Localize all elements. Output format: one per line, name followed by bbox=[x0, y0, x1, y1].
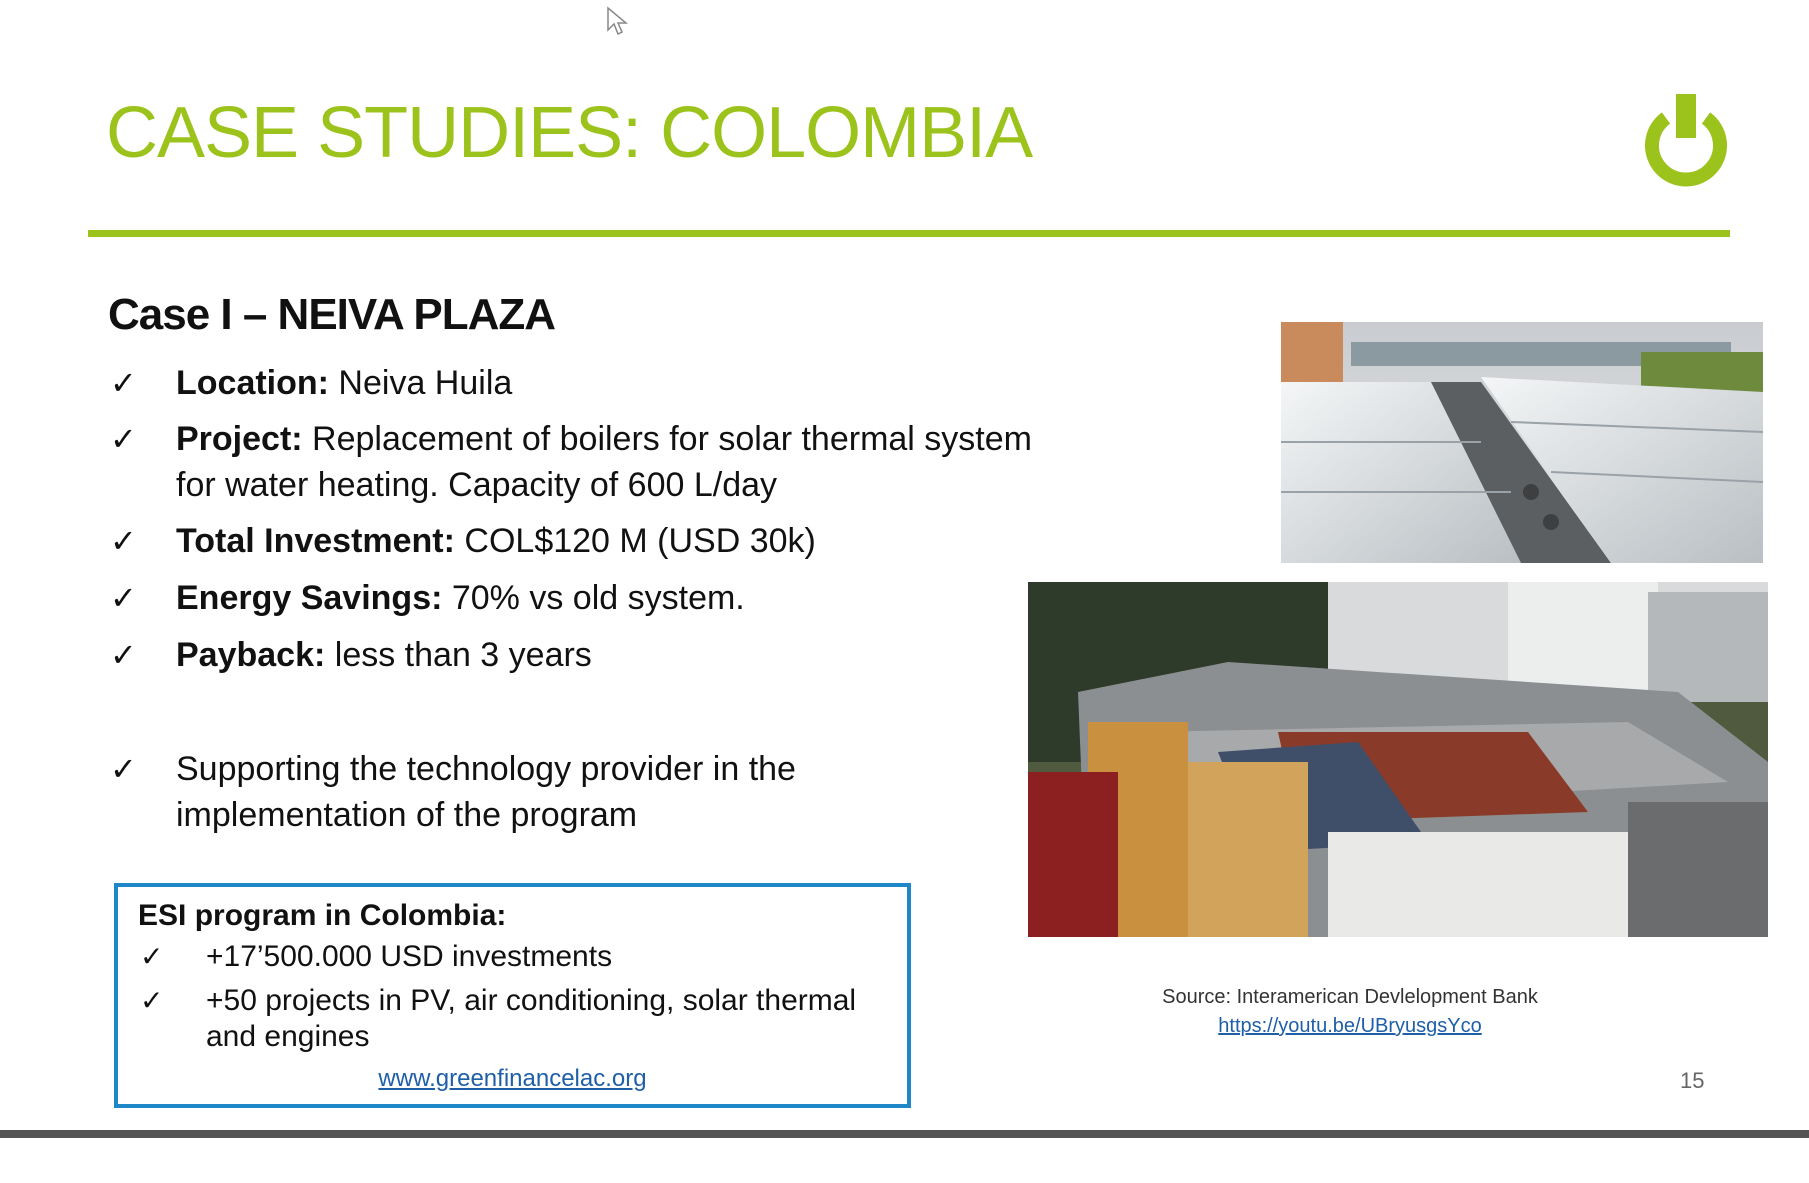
esi-bullet-investments bbox=[140, 939, 880, 975]
power-icon bbox=[1636, 88, 1736, 188]
bullet-text: COL$120 M (USD 30k) bbox=[454, 522, 816, 560]
checkmark-icon: ✓ bbox=[110, 522, 137, 560]
checkmark-icon: ✓ bbox=[110, 579, 137, 617]
checkmark-icon: ✓ bbox=[110, 750, 137, 788]
bullet-location bbox=[110, 360, 512, 406]
slide-title: CASE STUDIES: COLOMBIA bbox=[106, 93, 1033, 173]
bullet-total-investment bbox=[110, 518, 816, 564]
bullet-text: 70% vs old system. bbox=[442, 579, 745, 617]
neiva-plaza-aerial-photo bbox=[1028, 582, 1768, 937]
bullet-project bbox=[110, 416, 1076, 508]
bullet-label: Location: bbox=[176, 364, 329, 402]
bullet-text: Supporting the technology provider in the implementation of the program bbox=[176, 750, 796, 834]
esi-program-box bbox=[114, 883, 911, 1108]
bullet-label: Total Investment: bbox=[176, 522, 455, 560]
checkmark-icon: ✓ bbox=[110, 420, 137, 458]
page-number: 15 bbox=[1680, 1068, 1705, 1093]
esi-bullet-text: +17’500.000 USD investments bbox=[206, 940, 613, 973]
bullet-supporting-provider bbox=[110, 746, 956, 838]
greenfinance-link[interactable]: www.greenfinancelac.org bbox=[378, 1065, 647, 1092]
bullet-label: Payback: bbox=[176, 636, 326, 674]
checkmark-icon: ✓ bbox=[140, 984, 164, 1017]
title-divider bbox=[88, 230, 1730, 237]
bullet-text: Neiva Huila bbox=[328, 364, 513, 402]
checkmark-icon: ✓ bbox=[110, 636, 137, 674]
bullet-label: Project: bbox=[176, 420, 303, 458]
bullet-payback bbox=[110, 632, 592, 678]
esi-box-title: ESI program in Colombia: bbox=[138, 899, 507, 932]
checkmark-icon: ✓ bbox=[140, 940, 164, 973]
esi-bullet-text: +50 projects in PV, air conditioning, solar thermal and engines bbox=[206, 984, 857, 1053]
mouse-cursor-icon bbox=[606, 6, 628, 41]
case-heading: Case I – NEIVA PLAZA bbox=[108, 290, 556, 339]
bullet-energy-savings bbox=[110, 575, 745, 621]
checkmark-icon: ✓ bbox=[110, 364, 137, 402]
youtube-source-link[interactable]: https://youtu.be/UBryusgsYco bbox=[1218, 1015, 1482, 1037]
bullet-label: Energy Savings: bbox=[176, 579, 443, 617]
presentation-bottom-bar bbox=[0, 1130, 1809, 1138]
esi-bullet-projects bbox=[140, 983, 880, 1055]
source-text: Source: Interamerican Devlelopment Bank bbox=[1162, 986, 1538, 1008]
bullet-text: less than 3 years bbox=[325, 636, 592, 674]
bullet-text: Replacement of boilers for solar thermal system for water heating. Capacity of 600 L/day bbox=[176, 420, 1032, 504]
esi-bullet-list bbox=[140, 939, 880, 1063]
solar-panels-rooftop-photo bbox=[1281, 322, 1763, 563]
source-caption bbox=[1100, 986, 1600, 1038]
